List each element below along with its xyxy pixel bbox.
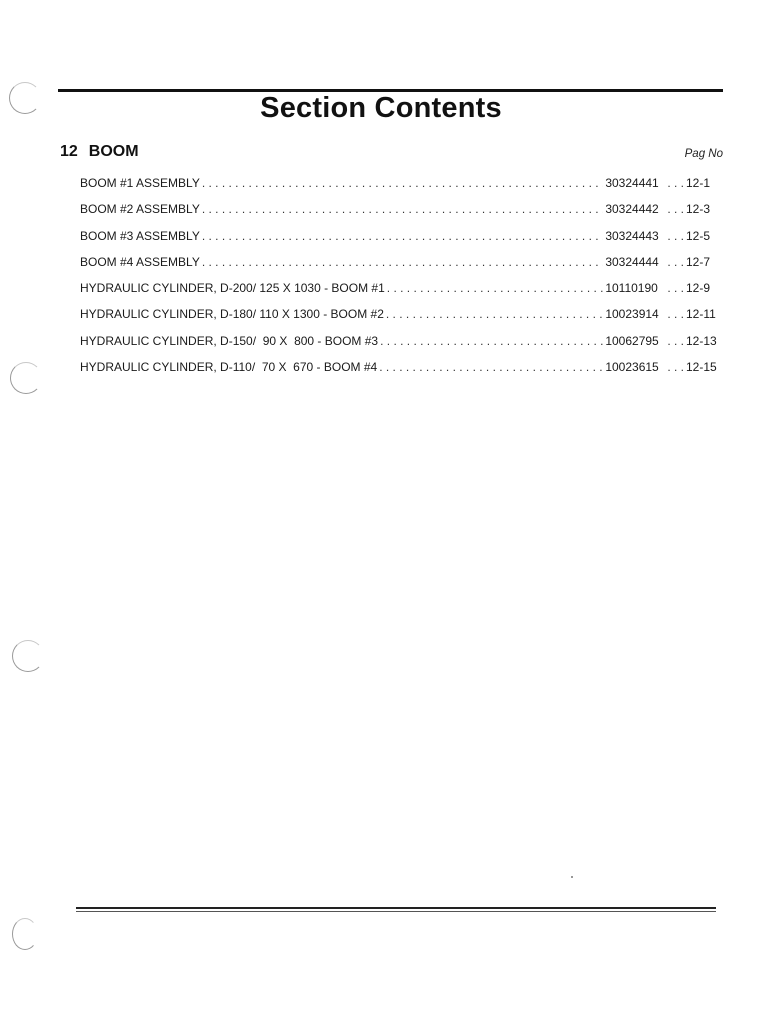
dot-leader-short: . . . xyxy=(667,307,684,322)
dot-leader xyxy=(386,307,603,321)
entry-part-number: 10023615 xyxy=(605,360,659,375)
entry-title: HYDRAULIC CYLINDER, D-150/ 90 X 800 - BOOM #3 xyxy=(80,333,379,348)
dot-leader xyxy=(202,255,604,269)
dot-leader-short: . . . xyxy=(667,176,684,190)
contents-entry[interactable] xyxy=(80,360,720,386)
entry-page-number: 12-5 xyxy=(686,228,711,243)
dot-leader xyxy=(202,202,604,216)
dot-leader-short: . . . xyxy=(667,202,684,217)
entry-title: HYDRAULIC CYLINDER, D-180/ 110 X 1300 - BOOM #2 xyxy=(80,307,384,322)
entry-page-number: 12-13 xyxy=(686,333,717,348)
dot-leader-short: . . . xyxy=(667,254,684,269)
contents-entry[interactable] xyxy=(80,281,720,307)
entry-page-number: 12-3 xyxy=(686,202,711,217)
contents-entry[interactable] xyxy=(80,229,720,255)
page-column-label: Pag No xyxy=(684,148,723,160)
binder-hole-lower-middle xyxy=(12,640,44,672)
contents-entry[interactable] xyxy=(80,255,720,281)
entry-part-number: 30324444 xyxy=(605,254,659,269)
entry-part-number: 30324441 xyxy=(605,176,659,190)
contents-entry[interactable] xyxy=(80,202,720,228)
entry-title: BOOM #3 ASSEMBLY xyxy=(80,228,200,243)
page-title: Section Contents xyxy=(260,92,502,124)
entry-title: HYDRAULIC CYLINDER, D-110/ 70 X 670 - BOOM #4 xyxy=(80,360,378,375)
entry-page-number: 12-9 xyxy=(686,281,711,296)
dot-leader xyxy=(387,281,604,295)
entry-title: BOOM #1 ASSEMBLY xyxy=(80,176,200,190)
entry-page-number: 12-1 xyxy=(686,176,711,190)
scan-speck xyxy=(571,876,573,878)
dot-leader xyxy=(379,360,603,374)
entry-page-number: 12-15 xyxy=(686,360,717,375)
dot-leader-short: . . . xyxy=(667,228,684,243)
dot-leader xyxy=(202,229,604,243)
entry-page-number: 12-11 xyxy=(686,307,716,322)
binder-hole-bottom xyxy=(12,918,38,950)
dot-leader-short: . . . xyxy=(667,281,684,296)
entry-part-number: 10023914 xyxy=(605,307,659,322)
entry-title: BOOM #4 ASSEMBLY xyxy=(80,254,200,269)
section-name: BOOM xyxy=(88,143,139,160)
contents-entry[interactable] xyxy=(80,334,720,360)
dot-leader xyxy=(380,334,603,348)
entry-part-number: 10110190 xyxy=(605,281,658,296)
entry-part-number: 30324443 xyxy=(605,228,659,243)
contents-entry[interactable] xyxy=(80,307,720,333)
entry-part-number: 10062795 xyxy=(605,333,659,348)
entry-page-number: 12-7 xyxy=(686,254,711,269)
entry-title: HYDRAULIC CYLINDER, D-200/ 125 X 1030 - BOOM #1 xyxy=(80,281,385,296)
binder-hole-upper-middle xyxy=(10,362,42,394)
contents-list xyxy=(80,176,720,386)
entry-title: BOOM #2 ASSEMBLY xyxy=(80,202,200,217)
dot-leader xyxy=(202,176,604,190)
dot-leader-short: . . . xyxy=(667,333,684,348)
section-heading xyxy=(60,143,139,161)
footer-rule xyxy=(76,907,716,912)
entry-part-number: 30324442 xyxy=(605,202,659,217)
contents-entry[interactable] xyxy=(80,176,720,202)
dot-leader-short: . . . xyxy=(667,360,684,375)
section-number: 12 xyxy=(60,143,78,160)
